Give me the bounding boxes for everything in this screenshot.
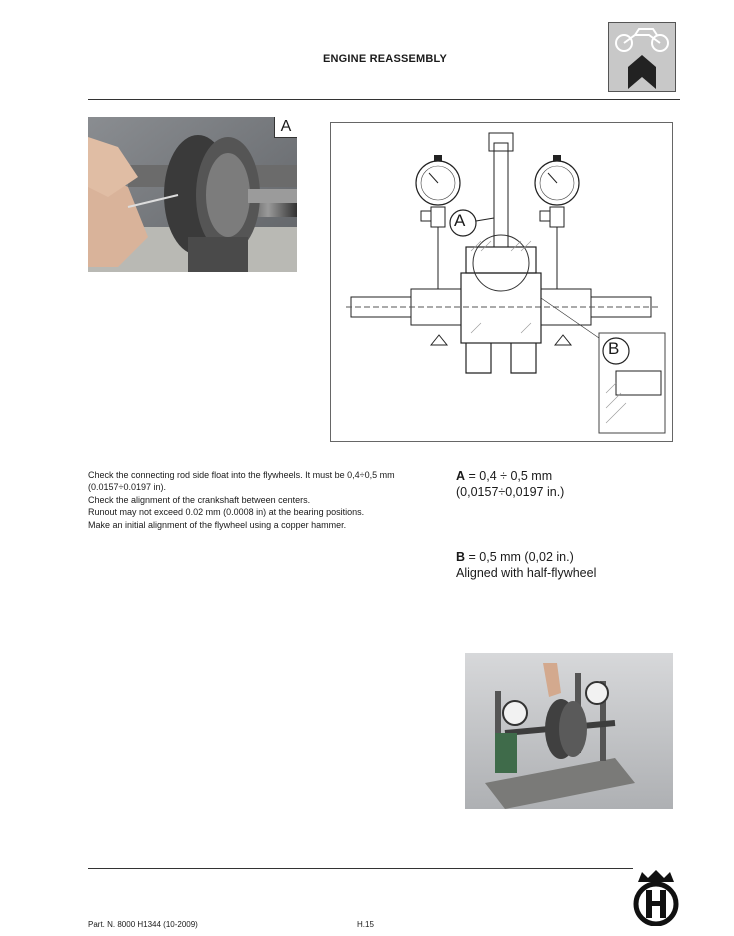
spec-a-imperial: (0,0157÷0,0197 in.) — [456, 485, 565, 499]
callout-label-a: A — [274, 117, 297, 138]
page-number: H.15 — [357, 920, 374, 929]
instruction-line: Check the alignment of the crankshaft between centers. — [88, 494, 311, 505]
crankshaft-float-photo — [88, 117, 297, 272]
diagram-callout-b: B — [608, 339, 620, 358]
instruction-line: Make an initial alignment of the flywheel using a copper hammer. — [88, 519, 347, 530]
footer-rule — [88, 868, 633, 869]
spec-a-key: A — [456, 469, 466, 483]
header-rule — [88, 99, 680, 100]
instruction-line: Runout may not exceed 0.02 mm (0.0008 in) at the bearing positions. — [88, 507, 365, 518]
crankshaft-centers-photo — [465, 653, 673, 809]
spec-a — [456, 468, 564, 500]
diagram-callout-a: A — [454, 211, 466, 230]
spec-b-key: B — [456, 550, 466, 564]
spec-b-value: = 0,5 mm (0,02 in.) — [465, 550, 574, 564]
crankshaft-alignment-diagram — [330, 122, 673, 442]
part-number: Part. N. 8000 H1344 (10-2009) — [88, 920, 198, 929]
spec-b — [456, 549, 596, 581]
husqvarna-crown-logo — [632, 868, 680, 926]
instruction-line: Check the connecting rod side float into the flywheels. It must be 0,4÷0,5 mm — [88, 470, 395, 480]
page-title: ENGINE REASSEMBLY — [322, 53, 448, 65]
instruction-line: (0.0157÷0.0197 in). — [88, 482, 166, 493]
instructions-text — [88, 469, 448, 531]
motorcycle-section-icon — [608, 22, 676, 92]
spec-a-value: = 0,4 ÷ 0,5 mm — [465, 469, 553, 483]
spec-b-note: Aligned with half-flywheel — [456, 566, 597, 580]
